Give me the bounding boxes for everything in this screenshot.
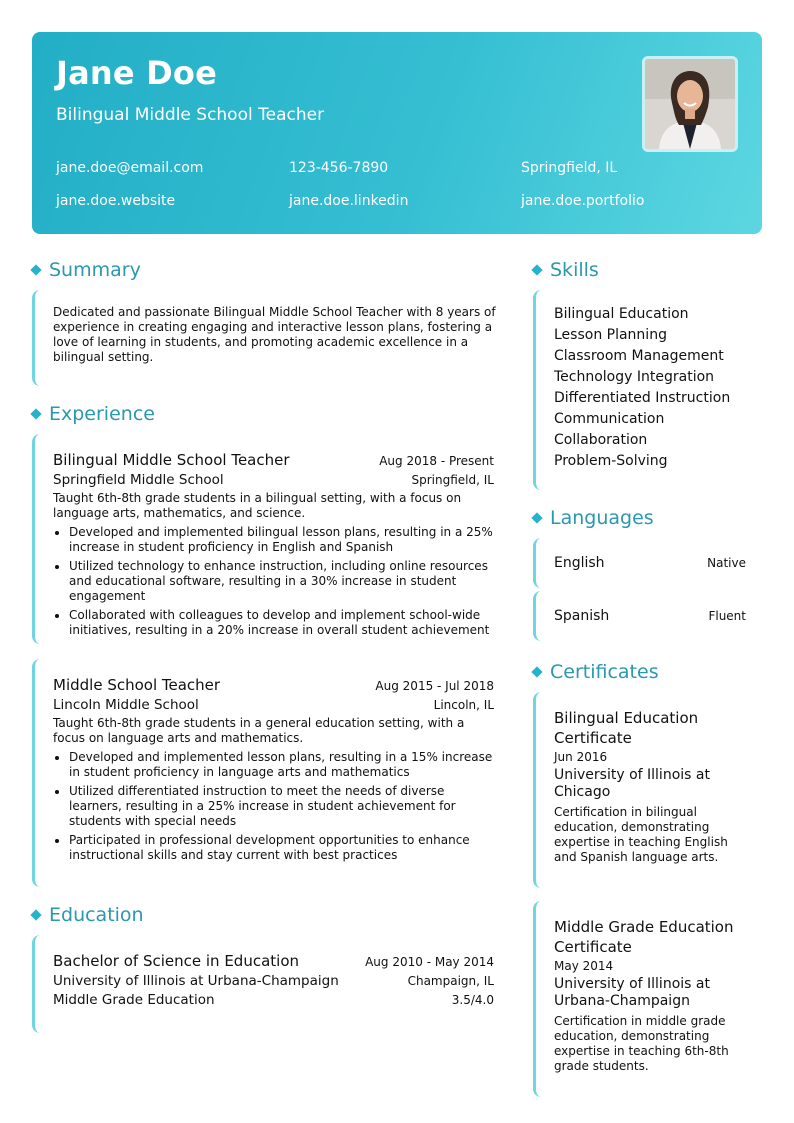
job-location: Springfield, IL [411,473,494,487]
certificates-heading: Certificates [533,661,659,683]
achievement-item: Developed and implemented bilingual lesson plans, resulting in a 25% increase in student proficiency in English and Spanish [69,525,493,554]
job-date: Aug 2015 - Jul 2018 [375,679,494,693]
education-date: Aug 2010 - May 2014 [365,955,494,969]
job-description: Taught 6th-8th grade students in a general education setting, with a focus on language arts and mathematics. [53,716,465,745]
school-name: University of Illinois at Urbana-Champaign [53,973,339,989]
certificate-issuer: University of Illinois at Chicago [554,767,710,800]
diamond-icon [30,408,41,419]
skill-item: Lesson Planning [554,327,667,343]
certificate-date: Jun 2016 [554,750,608,764]
languages-heading: Languages [533,507,654,529]
company-name: Lincoln Middle School [53,697,199,713]
company-name: Springfield Middle School [53,472,224,488]
degree-name: Bachelor of Science in Education [53,952,300,970]
skill-item: Problem-Solving [554,453,668,469]
candidate-name: Jane Doe [56,54,217,92]
skill-item: Collaboration [554,432,648,448]
skill-item: Classroom Management [554,348,724,364]
language-name: English [554,555,605,571]
education-heading: Education [32,904,144,926]
education-item [32,935,498,1033]
skills-block [533,290,762,490]
summary-text: Dedicated and passionate Bilingual Middle School Teacher with 8 years of experience in creating engaging and interactive lesson plans, fostering a love of learning in students, and promoting academic excellence in a bilingual setting. [53,305,496,364]
language-level: Native [707,556,746,570]
linkedin-link[interactable]: jane.doe.linkedin [289,193,409,209]
certificate-issuer: University of Illinois at Urbana-Champaign [554,976,710,1009]
job-title: Bilingual Middle School Teacher [53,451,290,469]
candidate-title: Bilingual Middle School Teacher [56,105,325,125]
summary-block [32,290,498,386]
diamond-icon [30,909,41,920]
diamond-icon [531,264,542,275]
diamond-icon [30,264,41,275]
achievement-item: Utilized differentiated instruction to meet the needs of diverse learners, resulting in a 25% increase in student achievement for students with special needs [69,784,494,829]
achievement-item: Collaborated with colleagues to develop and implement school-wide initiatives, resulting in a 20% increase in overall student achievement [69,608,494,638]
skill-item: Communication [554,411,665,427]
certificate-description: Certification in middle grade education, demonstrating expertise in teaching 6th-8th grade students. [554,1014,729,1073]
achievement-list [53,525,494,638]
certificate-item [533,692,762,888]
resume-header [32,32,762,234]
email-link[interactable]: jane.doe@email.com [56,160,204,176]
school-location: Champaign, IL [407,974,494,988]
achievement-item: Utilized technology to enhance instruction, including online resources and educational software, resulting in a 30% increase in student engagement [69,559,494,604]
language-item [533,591,762,641]
location-text: Springfield, IL [521,160,618,176]
job-date: Aug 2018 - Present [379,454,494,468]
certificate-item [533,901,762,1097]
language-level: Fluent [708,609,746,623]
job-location: Lincoln, IL [433,698,494,712]
diamond-icon [531,512,542,523]
portfolio-link[interactable]: jane.doe.portfolio [521,193,645,209]
profile-photo [642,56,738,152]
skill-item: Bilingual Education [554,306,689,322]
achievement-item: Developed and implemented lesson plans, resulting in a 15% increase in student proficiency in language arts and mathematics [69,750,493,779]
language-name: Spanish [554,608,610,624]
experience-item [32,659,498,887]
certificate-title: Middle Grade Education Certificate [554,918,734,956]
experience-item [32,434,498,644]
phone-text: 123-456-7890 [289,160,389,176]
job-title: Middle School Teacher [53,676,221,694]
website-link[interactable]: jane.doe.website [56,193,176,209]
certificate-date: May 2014 [554,959,614,973]
gpa-value: 3.5/4.0 [451,993,494,1007]
language-item [533,538,762,588]
experience-heading: Experience [32,403,155,425]
job-description: Taught 6th-8th grade students in a bilingual setting, with a focus on language arts, mathematics, and science. [53,491,462,520]
summary-heading: Summary [32,259,141,281]
achievement-list [53,750,494,863]
certificate-description: Certification in bilingual education, demonstrating expertise in teaching English and Spanish language arts. [554,805,728,864]
achievement-item: Participated in professional development opportunities to enhance instructional skills and stay current with best practices [69,833,494,863]
skill-item: Differentiated Instruction [554,390,731,406]
diamond-icon [531,666,542,677]
skills-heading: Skills [533,259,599,281]
skill-item: Technology Integration [554,369,715,385]
education-focus: Middle Grade Education [53,992,215,1008]
certificate-title: Bilingual Education Certificate [554,709,699,747]
